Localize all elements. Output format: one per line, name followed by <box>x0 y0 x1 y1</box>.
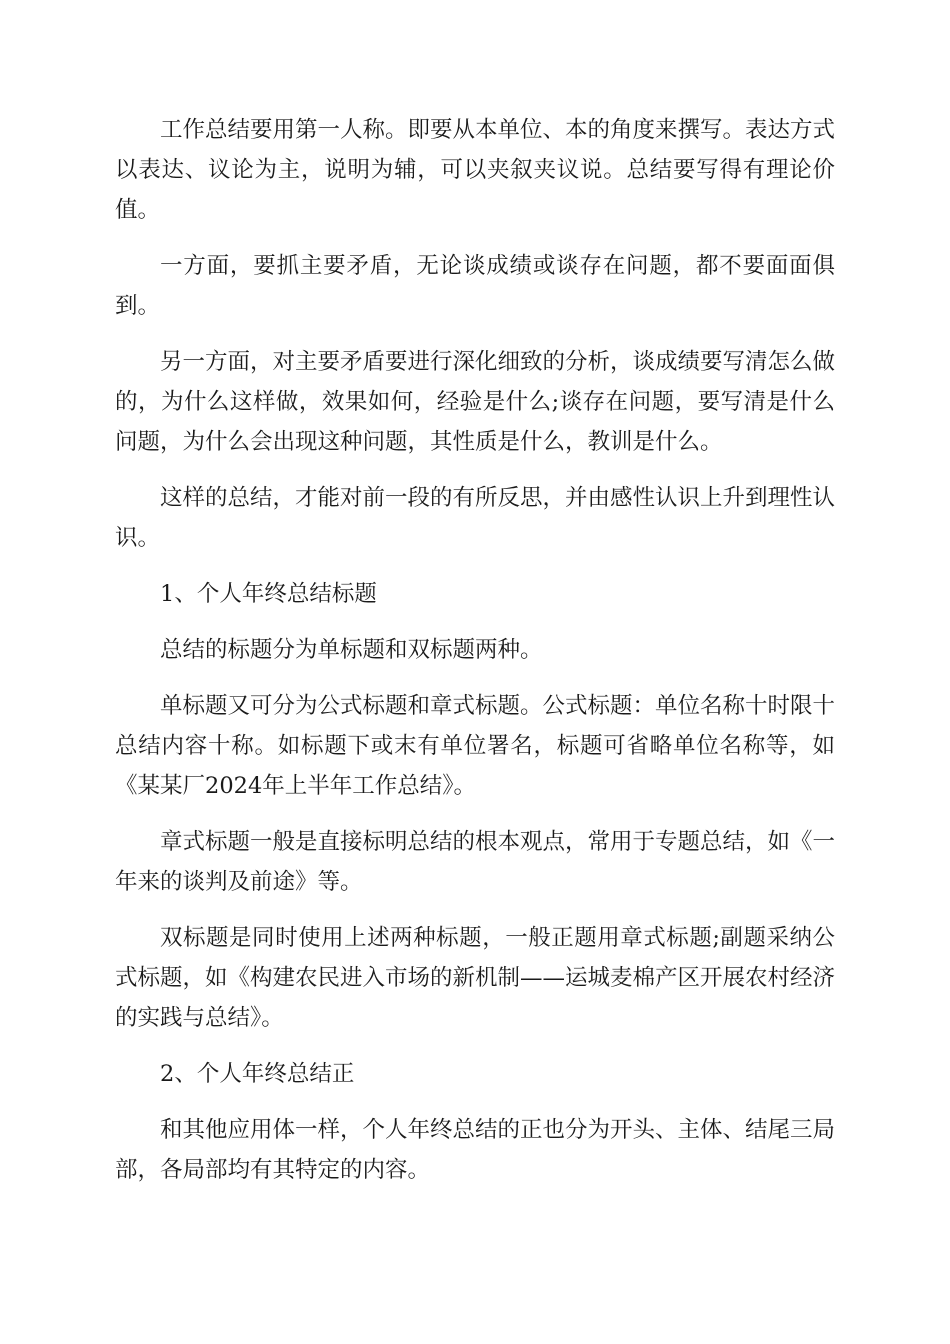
section-heading-body: 2、个人年终总结正 <box>160 1061 355 1087</box>
paragraph-double-title: 双标题是同时使用上述两种标题，一般正题用章式标题;副题采纳公式标题，如《构建农民进入市场的新机制——运城麦棉产区开展农村经济的实践与总结》。 <box>115 925 836 1031</box>
paragraph-first-person: 工作总结要用第一人称。即要从本单位、本的角度来撰写。表达方式以表达、议论为主，说明为辅，可以夹叙夹议说。总结要写得有理论价值。 <box>115 117 836 223</box>
paragraph-detailed-analysis: 另一方面，对主要矛盾要进行深化细致的分析，谈成绩要写清怎么做的，为什么这样做，效果如何，经验是什么;谈存在问题，要写清是什么问题，为什么会出现这种问题，其性质是什么，教训是什么。 <box>115 349 836 455</box>
paragraph-body-structure: 和其他应用体一样，个人年终总结的正也分为开头、主体、结尾三局部，各局部均有其特定的内容。 <box>115 1117 836 1183</box>
document-body <box>115 110 835 1206</box>
paragraph-main-contradiction: 一方面，要抓主要矛盾，无论谈成绩或谈存在问题，都不要面面俱到。 <box>115 253 835 319</box>
paragraph-reflection: 这样的总结，才能对前一段的有所反思，并由感性认识上升到理性认识。 <box>115 485 836 551</box>
paragraph-title-types: 总结的标题分为单标题和双标题两种。 <box>160 637 543 663</box>
paragraph-single-title: 单标题又可分为公式标题和章式标题。公式标题：单位名称十时限十总结内容十称。如标题下或末有单位署名，标题可省略单位名称等，如《某某厂2024年上半年工作总结》。 <box>115 693 836 799</box>
section-heading-title: 1、个人年终总结标题 <box>160 581 377 607</box>
paragraph-chapter-title: 章式标题一般是直接标明总结的根本观点，常用于专题总结，如《一年来的谈判及前途》等。 <box>115 829 836 895</box>
